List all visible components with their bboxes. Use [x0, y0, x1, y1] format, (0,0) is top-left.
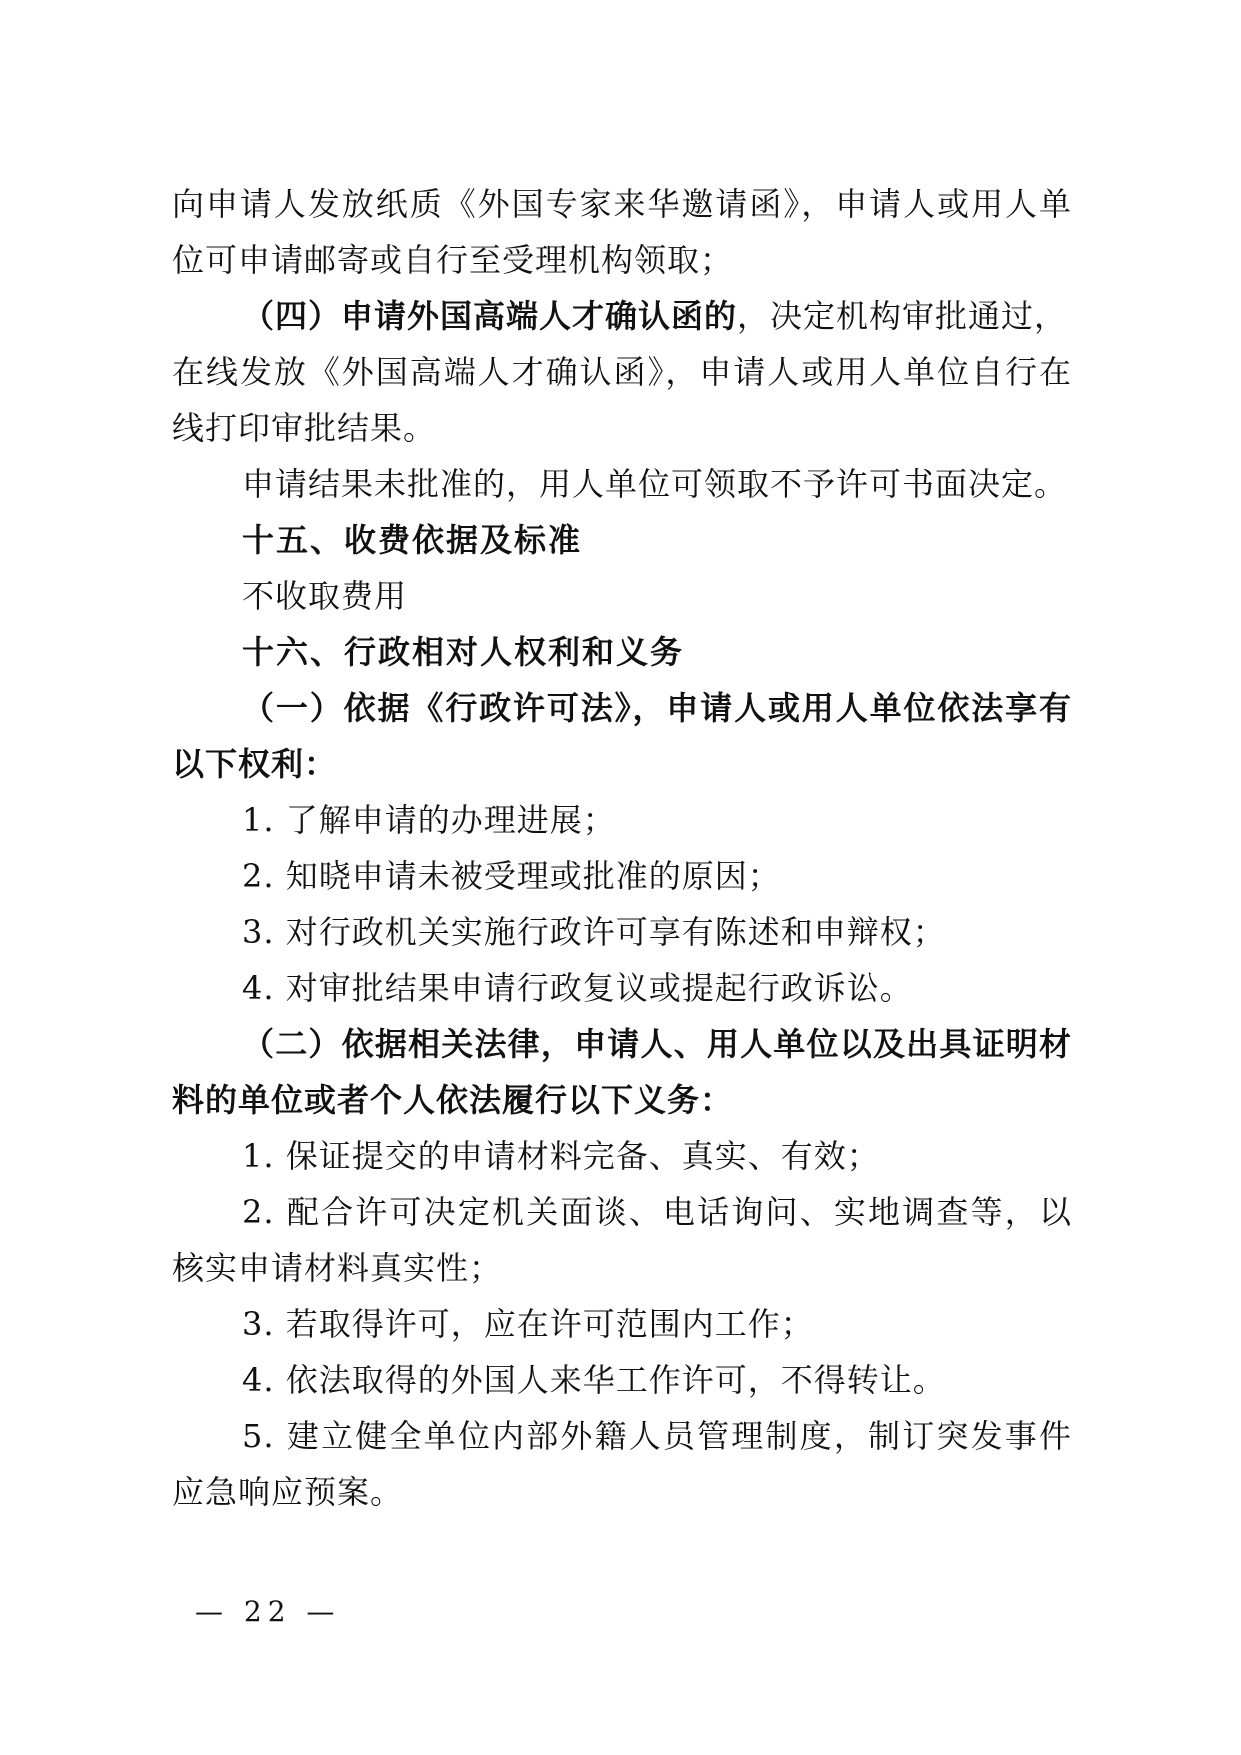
subheading-line: （一）依据《行政许可法》，申请人或用人单位依法享有 — [242, 689, 1072, 727]
list-item: 1. 保证提交的申请材料完备、真实、有效； — [242, 1137, 880, 1175]
paragraph-line — [242, 294, 1072, 338]
list-item: 2. 知晓申请未被受理或批准的原因； — [242, 857, 781, 895]
section-heading: 十五、收费依据及标准 — [242, 521, 583, 559]
list-item: 3. 若取得许可，应在许可范围内工作； — [242, 1305, 814, 1343]
paragraph-line: 位可申请邮寄或自行至受理机构领取； — [172, 241, 734, 279]
paragraph-text: ，决定机构审批通过， — [737, 297, 1068, 335]
list-item: 4. 依法取得的外国人来华工作许可，不得转让。 — [242, 1361, 946, 1399]
paragraph-line: 线打印审批结果。 — [172, 409, 437, 447]
list-item: 3. 对行政机关实施行政许可享有陈述和申辩权； — [242, 913, 946, 951]
list-item: 4. 对审批结果申请行政复议或提起行政诉讼。 — [242, 969, 913, 1007]
subheading-line: 料的单位或者个人依法履行以下义务： — [172, 1081, 734, 1119]
bold-lead: （四）申请外国高端人才确认函的 — [242, 297, 738, 335]
paragraph-line: 在线发放《外国高端人才确认函》，申请人或用人单位自行在 — [172, 353, 1072, 391]
list-item-continuation: 应急响应预案。 — [172, 1473, 404, 1511]
list-item: 1. 了解申请的办理进展； — [242, 801, 616, 839]
list-item-continuation: 核实申请材料真实性； — [172, 1249, 503, 1287]
list-item: 5. 建立健全单位内部外籍人员管理制度，制订突发事件 — [242, 1417, 1072, 1455]
page-number: — 22 — — [195, 1595, 341, 1628]
paragraph-line: 向申请人发放纸质《外国专家来华邀请函》，申请人或用人单 — [172, 185, 1072, 223]
paragraph-line: 不收取费用 — [242, 577, 408, 615]
section-heading: 十六、行政相对人权利和义务 — [242, 633, 685, 671]
subheading-line: （二）依据相关法律，申请人、用人单位以及出具证明材 — [242, 1025, 1072, 1063]
subheading-line: 以下权利： — [172, 745, 338, 783]
paragraph-line: 申请结果未批准的，用人单位可领取不予许可书面决定。 — [242, 465, 1068, 503]
list-item: 2. 配合许可决定机关面谈、电话询问、实地调查等，以 — [242, 1193, 1072, 1231]
